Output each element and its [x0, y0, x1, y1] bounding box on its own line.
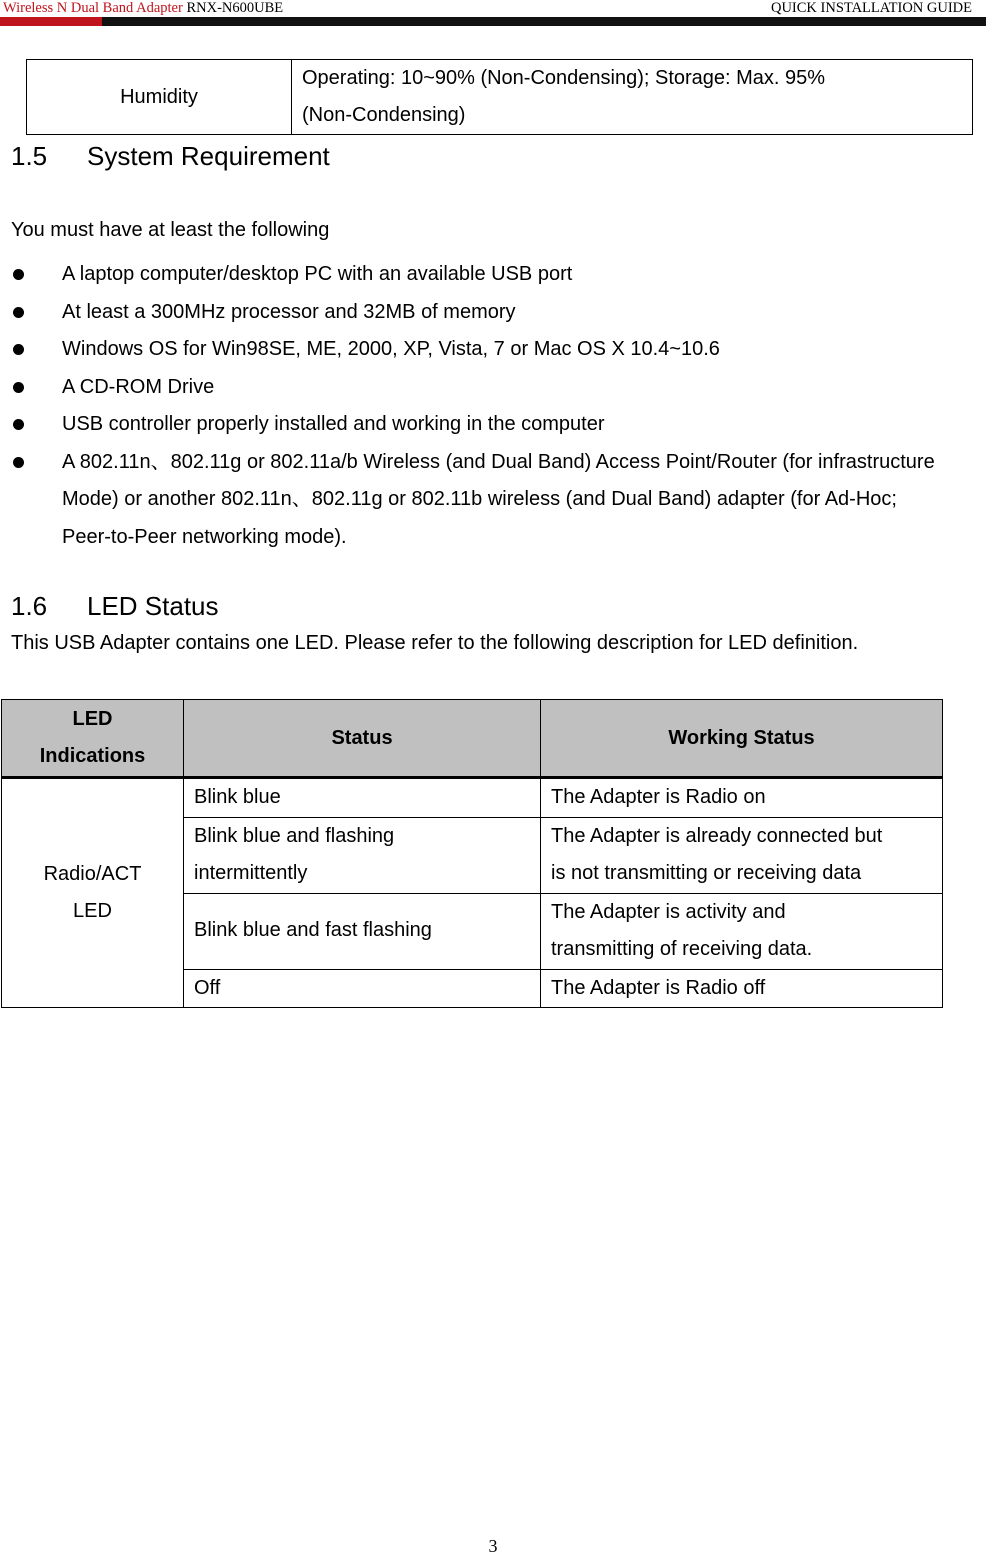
column-header-status: Status	[184, 700, 541, 778]
status-cell: Blink blue and fast flashing	[184, 893, 541, 969]
bullet-icon	[13, 307, 24, 318]
section-number: 1.6	[11, 591, 48, 621]
cell-text: intermittently	[194, 862, 308, 884]
section-number: 1.5	[11, 141, 48, 171]
table-row	[2, 778, 943, 818]
page-header	[0, 0, 986, 26]
list-item	[11, 256, 971, 294]
list-item	[11, 406, 971, 444]
section-title: System Requirement	[87, 141, 330, 171]
page-number: 3	[488, 1536, 498, 1556]
list-item-text: A CD-ROM Drive	[62, 375, 215, 398]
cell-text: transmitting of receiving data.	[551, 938, 813, 960]
list-item-text: USB controller properly installed and working in the computer	[62, 413, 605, 435]
section-title: LED Status	[87, 591, 219, 621]
list-item-text: At least a 300MHz processor and 32MB of memory	[62, 300, 516, 323]
header-rule-accent	[0, 17, 102, 26]
bullet-icon	[13, 457, 24, 468]
cell-text: is not transmitting or receiving data	[551, 862, 862, 884]
spec-value	[292, 60, 973, 135]
header-product-title	[3, 0, 283, 16]
led-name-cell	[2, 778, 184, 1008]
led-intro: This USB Adapter contains one LED. Please refer to the following description for LED definition.	[11, 632, 859, 654]
bullet-icon	[13, 269, 24, 280]
bullet-icon	[13, 382, 24, 393]
table-row	[27, 60, 973, 135]
list-item-text: Windows OS for Win98SE, ME, 2000, XP, Vista, 7 or Mac OS X 10.4~10.6	[62, 338, 720, 360]
header-rule	[0, 17, 986, 26]
header-guide-title: QUICK INSTALLATION GUIDE	[770, 0, 972, 16]
bullet-icon	[13, 344, 24, 355]
working-status-cell: The Adapter is Radio on	[541, 778, 943, 818]
working-status-cell	[541, 893, 943, 969]
column-header-led-indications	[2, 700, 184, 778]
cell-text: Blink blue and flashing	[194, 824, 395, 847]
table-header-row	[2, 700, 943, 778]
led-table	[1, 699, 943, 1008]
list-item	[11, 331, 971, 369]
led-name-text: LED	[73, 900, 112, 922]
bullet-icon	[13, 419, 24, 430]
column-header-text: Indications	[39, 745, 146, 767]
header-product-line: Wireless N Dual Band Adapter	[3, 0, 183, 16]
requirements-list	[11, 256, 971, 556]
section-heading-led-status	[11, 591, 219, 621]
spec-table	[26, 59, 973, 135]
status-cell: Off	[184, 969, 541, 1008]
column-header-text: LED	[72, 708, 113, 730]
cell-text: The Adapter is activity and	[551, 900, 786, 923]
requirements-intro: You must have at least the following	[11, 219, 330, 241]
spec-key: Humidity	[27, 60, 292, 135]
status-cell: Blink blue	[184, 778, 541, 818]
column-header-working-status: Working Status	[541, 700, 943, 778]
list-item-text: A laptop computer/desktop PC with an available USB port	[62, 263, 573, 285]
header-model: RNX-N600UBE	[186, 0, 284, 16]
spec-value-line: Operating: 10~90% (Non-Condensing); Storage: Max. 95%	[302, 67, 826, 89]
status-cell	[184, 817, 541, 893]
section-heading-system-requirement	[11, 141, 330, 171]
list-item	[11, 444, 971, 557]
cell-text: The Adapter is already connected but	[551, 824, 883, 847]
list-item	[11, 294, 971, 332]
list-item-text: A 802.11n、802.11g or 802.11a/b Wireless (and Dual Band) Access Point/Router (for infrastructure Mode) or another 802.11n、802.11g or 802.11b wireless (and Dual Band) adapter (for Ad-Hoc; Peer-to-Peer networking mode).	[62, 450, 935, 548]
working-status-cell: The Adapter is Radio off	[541, 969, 943, 1008]
working-status-cell	[541, 817, 943, 893]
spec-value-line: (Non-Condensing)	[302, 104, 466, 126]
list-item	[11, 369, 971, 407]
led-name-text: Radio/ACT	[43, 862, 142, 885]
